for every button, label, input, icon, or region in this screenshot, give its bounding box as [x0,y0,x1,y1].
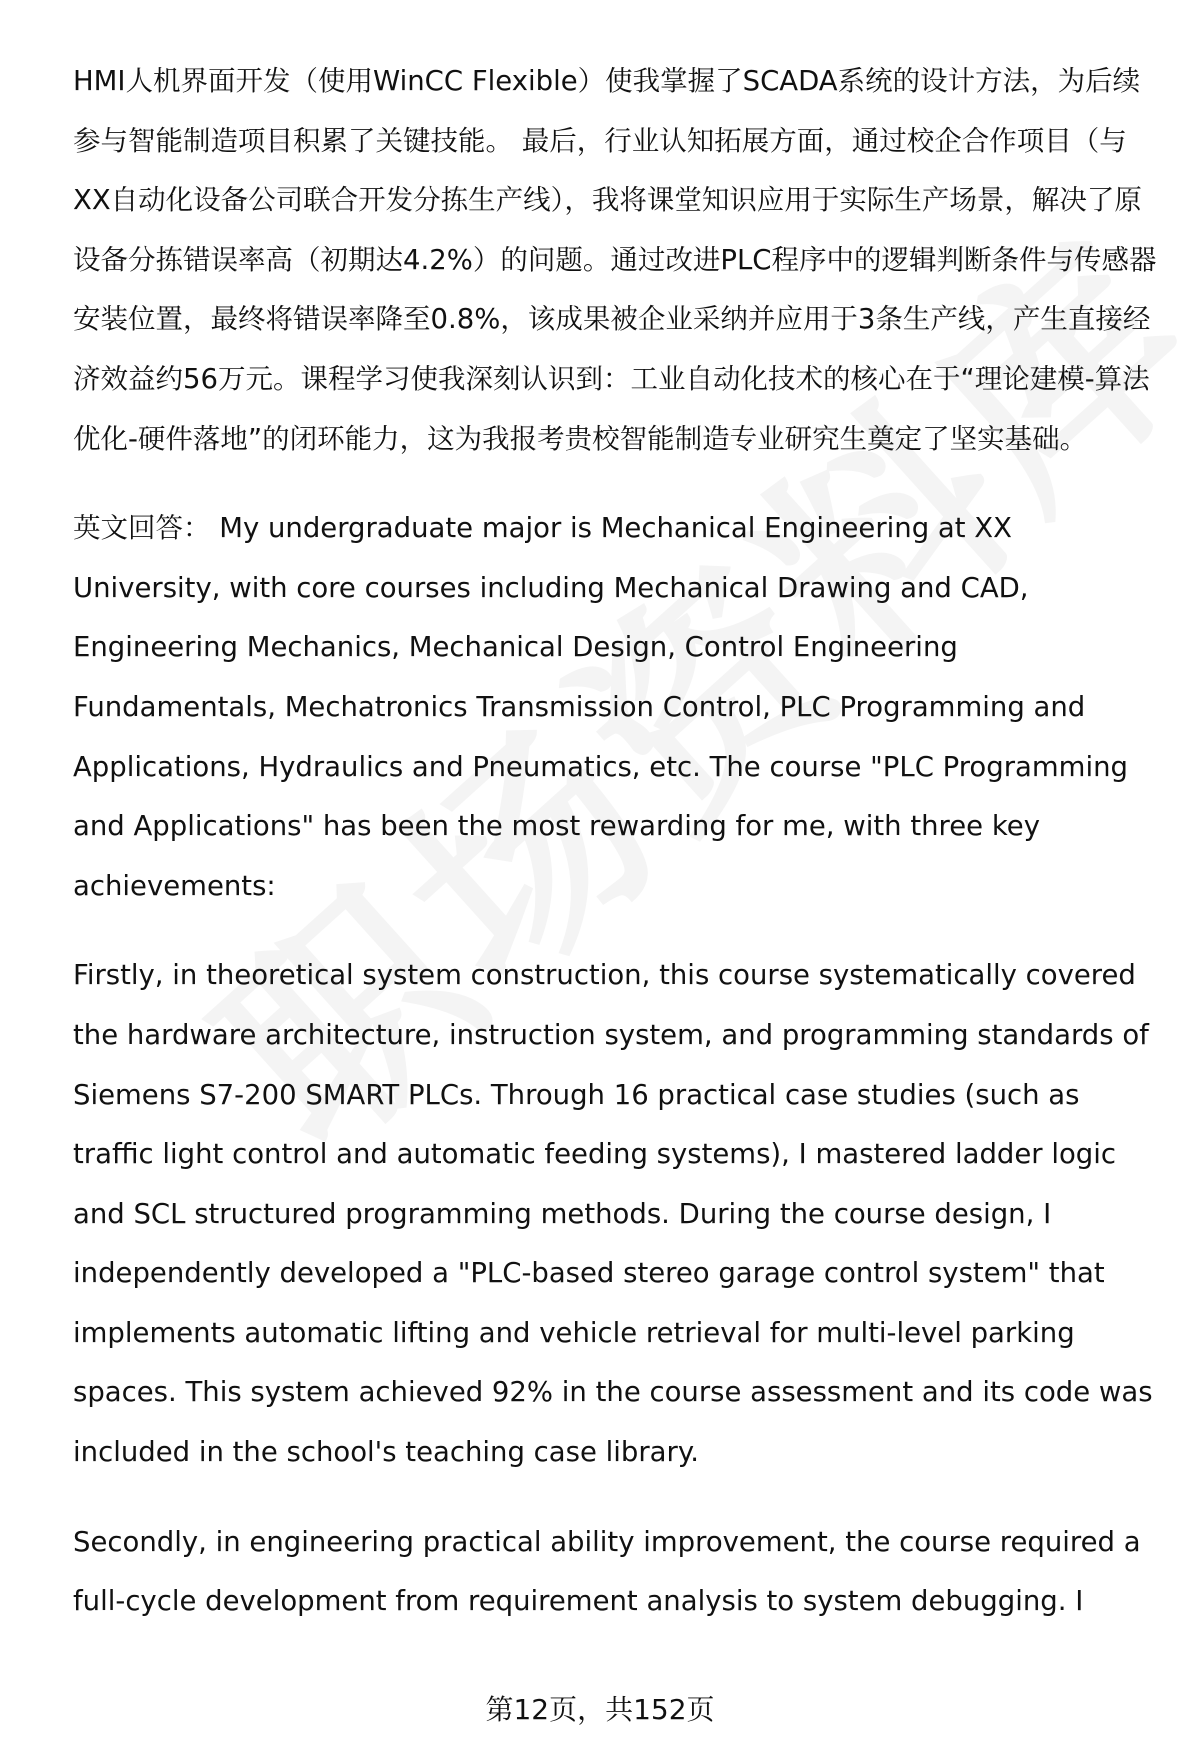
paragraph-3: Firstly, in theoretical system construction, this course systematically covered the hardware architecture, instruction system, and programming standards of Siemens S7-200 SMART PLCs. Through 16 practical case studies (such as traffic light control and automatic feeding systems), I mastered ladder logic and SCL structured programming methods. During the course design, I independently developed a "PLC-based stereo garage control system" that implements automatic lifting and vehicle retrieval for multi-level parking spaces. This system achieved 92% in the course assessment and its code was included in the school's teaching case library. [73,959,1153,1469]
document-body [73,52,1158,1632]
paragraph-4: Secondly, in engineering practical ability improvement, the course required a full-cycle development from requirement analysis to system debugging. I [73,1525,1141,1618]
paragraph-1: HMI人机界面开发（使用WinCC Flexible）使我掌握了SCADA系统的设计方法，为后续参与智能制造项目积累了关键技能。 最后，行业认知拓展方面，通过校企合作项目（与XX自动化设备公司联合开发分拣生产线），我将课堂知识应用于实际生产场景，解决了原设备分拣错误率高（初期达4.2%）的问题。通过改进PLC程序中的逻辑判断条件与传感器安装位置，最终将错误率降至0.8%，该成果被企业采纳并应用于3条生产线，产生直接经济效益约56万元。课程学习使我深刻认识到：工业自动化技术的核心在于“理论建模-算法优化-硬件落地”的闭环能力，这为我报考贵校智能制造专业研究生奠定了坚实基础。 [73,65,1157,455]
page-number-footer: 第12页，共152页 [485,1693,715,1726]
paragraph-gap [73,1483,1158,1513]
paragraph-2: 英文回答： My undergraduate major is Mechanical Engineering at XX University, with core courses including Mechanical Drawing and CAD, Engineering Mechanics, Mechanical Design, Control Engineering Fundamentals, Mechatronics Transmission Control, PLC Programming and Applications, Hydraulics and Pneumatics, etc. The course "PLC Programming and Applications" has been the most rewarding for me, with three key achievements: [73,512,1128,902]
paragraph-gap [73,469,1158,499]
paragraph-gap [73,916,1158,946]
